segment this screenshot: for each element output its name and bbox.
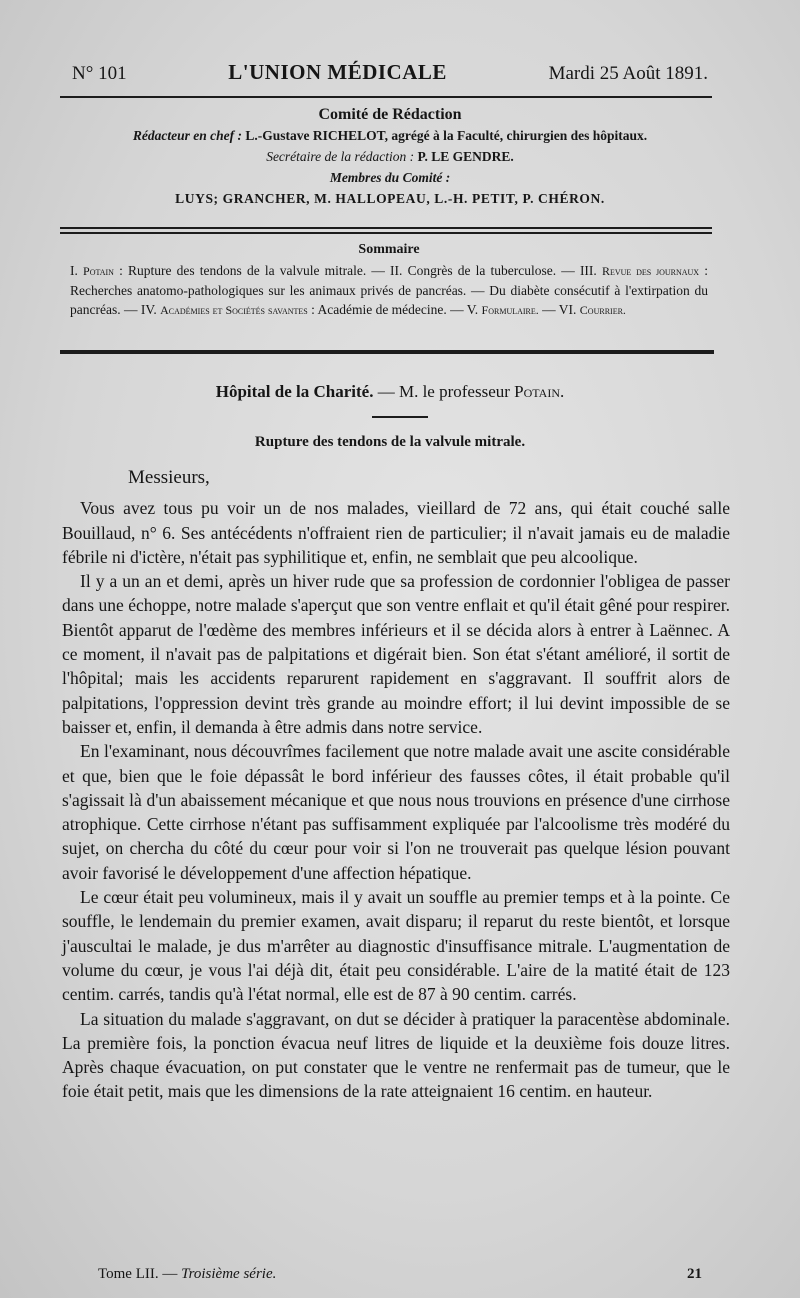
toc-entry-6: — VI. xyxy=(542,302,577,317)
volume-info xyxy=(98,1266,276,1283)
tome-label: Tome LII. — xyxy=(98,1266,178,1282)
journal-title: L'UNION MÉDICALE xyxy=(228,60,447,84)
toc-num-1: I. xyxy=(70,263,78,278)
article-subtitle: Rupture des tendons de la valvule mitrale. xyxy=(254,434,526,450)
header-rule xyxy=(60,96,712,98)
page-header xyxy=(72,60,708,90)
committee-title: Comité de Rédaction xyxy=(318,106,462,123)
toc-num-3: III. xyxy=(579,263,597,278)
table-of-contents xyxy=(70,240,708,320)
toc-author-potain: Potain xyxy=(83,264,114,278)
title-divider xyxy=(372,416,428,418)
paragraph: En l'examinant, nous découvrîmes facilement que notre malade avait une ascite considérable et que, bien que le foie dépassât le bord inférieur des fausses côtes, il était probable qu'il s'agissait là d'un abaissement mécanique et que nous nous trouvions en présence d'une cirrhose atrophique. Cette cirrhose n'étant pas suffisamment expliquée par l'alcoolisme très modéré du sujet, on chercha du côté du cœur pour voir si l'on ne trouverait pas quelque lésion pouvant avoir favorisé le développement d'une affection hépatique. xyxy=(62,741,730,883)
editor-line xyxy=(72,125,708,146)
article-body xyxy=(62,466,730,1104)
committee-rule-top xyxy=(60,227,712,229)
toc-entry-4: : Académie de médecine. — V. xyxy=(311,302,479,317)
secretary-line xyxy=(72,146,708,167)
hospital-name: Hôpital de la Charité. xyxy=(215,382,374,401)
members-label: Membres du Comité : xyxy=(329,170,451,185)
page-number: 21 xyxy=(687,1266,702,1282)
professor-prefix: — M. le professeur xyxy=(377,382,510,401)
paragraph: Vous avez tous pu voir un de nos malades, vieillard de 72 ans, qui était couché salle Bouillaud, n° 6. Ses antécédents n'offraient rien de particulier; il n'avait jamais eu de maladie fébrile ni d'ictère, n'était pas syphilitique et, enfin, ne semblait que peu alcoolique. xyxy=(62,498,730,567)
professor-name: Potain. xyxy=(514,382,565,401)
members-label-line xyxy=(72,167,708,188)
toc-section-formulaire: Formulaire. xyxy=(481,303,539,317)
editor-name: L.-Gustave RICHELOT, agrégé à la Faculté, chirurgien des hôpitaux. xyxy=(245,128,648,143)
paragraph: Il y a un an et demi, après un hiver rude que sa profession de cordonnier l'obligea de passer dans une échoppe, notre malade s'aperçut que son ventre enflait et qu'il était gêné pour respirer. Bientôt apparut de l'œdème des membres inférieurs et il se décida alors à entrer à Laënnec. A ce moment, il n'avait pas de palpitations et digérait bien. Son état s'étant amélioré, il sortit de l'hôpital; mais les accidents reparurent rapidement en s'aggravant. Il souffrit alors de palpitations, l'oppression devint très grande au moindre effort; il lui devint impossible de se baisser et, enfin, il demanda à être admis dans notre service. xyxy=(62,571,730,737)
page-footer xyxy=(98,1266,702,1283)
toc-section-revue: Revue des journaux xyxy=(601,264,700,278)
sommaire-text xyxy=(70,261,708,320)
series-label: Troisième série. xyxy=(181,1266,277,1282)
toc-entry-1: : Rupture des tendons de la valvule mitrale. — II. Congrès de la tuberculose. — xyxy=(119,263,575,278)
members-list: LUYS; GRANCHER, M. HALLOPEAU, L.-H. PETIT, P. CHÉRON. xyxy=(175,191,605,206)
paragraph: La situation du malade s'aggravant, on dut se décider à pratiquer la paracentèse abdominale. La première fois, la ponction évacua neuf litres de liquide et la deuxième fois douze litres. Après chaque évacuation, on put constater que le ventre ne renfermait pas de tumeur, que le foie était petit, mais que les dimensions de la rate atteignaient 16 centim. en hauteur. xyxy=(62,1008,730,1102)
issue-date: Mardi 25 Août 1891. xyxy=(548,63,708,84)
toc-entry-3: : Recherches anatomo-pathologiques sur les animaux privés de pancréas. — Du diabète consécutif à l'extirpation du pancréas. — IV. xyxy=(70,263,709,317)
secretary-label: Secrétaire de la rédaction : xyxy=(266,149,415,164)
sommaire-title: Sommaire xyxy=(358,242,420,257)
editorial-committee xyxy=(72,104,708,209)
salutation: Messieurs, xyxy=(128,467,210,488)
issue-number: N° 101 xyxy=(72,63,127,84)
sommaire-rule xyxy=(60,350,714,354)
toc-section-academies: Académies et Sociétés savantes xyxy=(160,303,308,317)
editor-label: Rédacteur en chef : xyxy=(132,128,242,143)
article-heading xyxy=(72,382,708,402)
committee-rule-bottom xyxy=(60,232,712,234)
toc-section-courrier: Courrier. xyxy=(579,303,626,317)
paragraph: Le cœur était peu volumineux, mais il y avait un souffle au premier temps et à la pointe. Ce souffle, le lendemain du premier examen, avait disparu; il reparut du reste bientôt, et lorsque j'auscultai le malade, je dus m'arrêter au diagnostic d'insuffisance mitrale. L'augmentation de volume du cœur, je vous l'ai déjà dit, était peu considérable. L'aire de la matité était de 123 centim. carrés, tandis qu'à l'état normal, elle est de 87 à 90 centim. carrés. xyxy=(62,887,730,1005)
secretary-name: P. LE GENDRE. xyxy=(417,149,514,164)
